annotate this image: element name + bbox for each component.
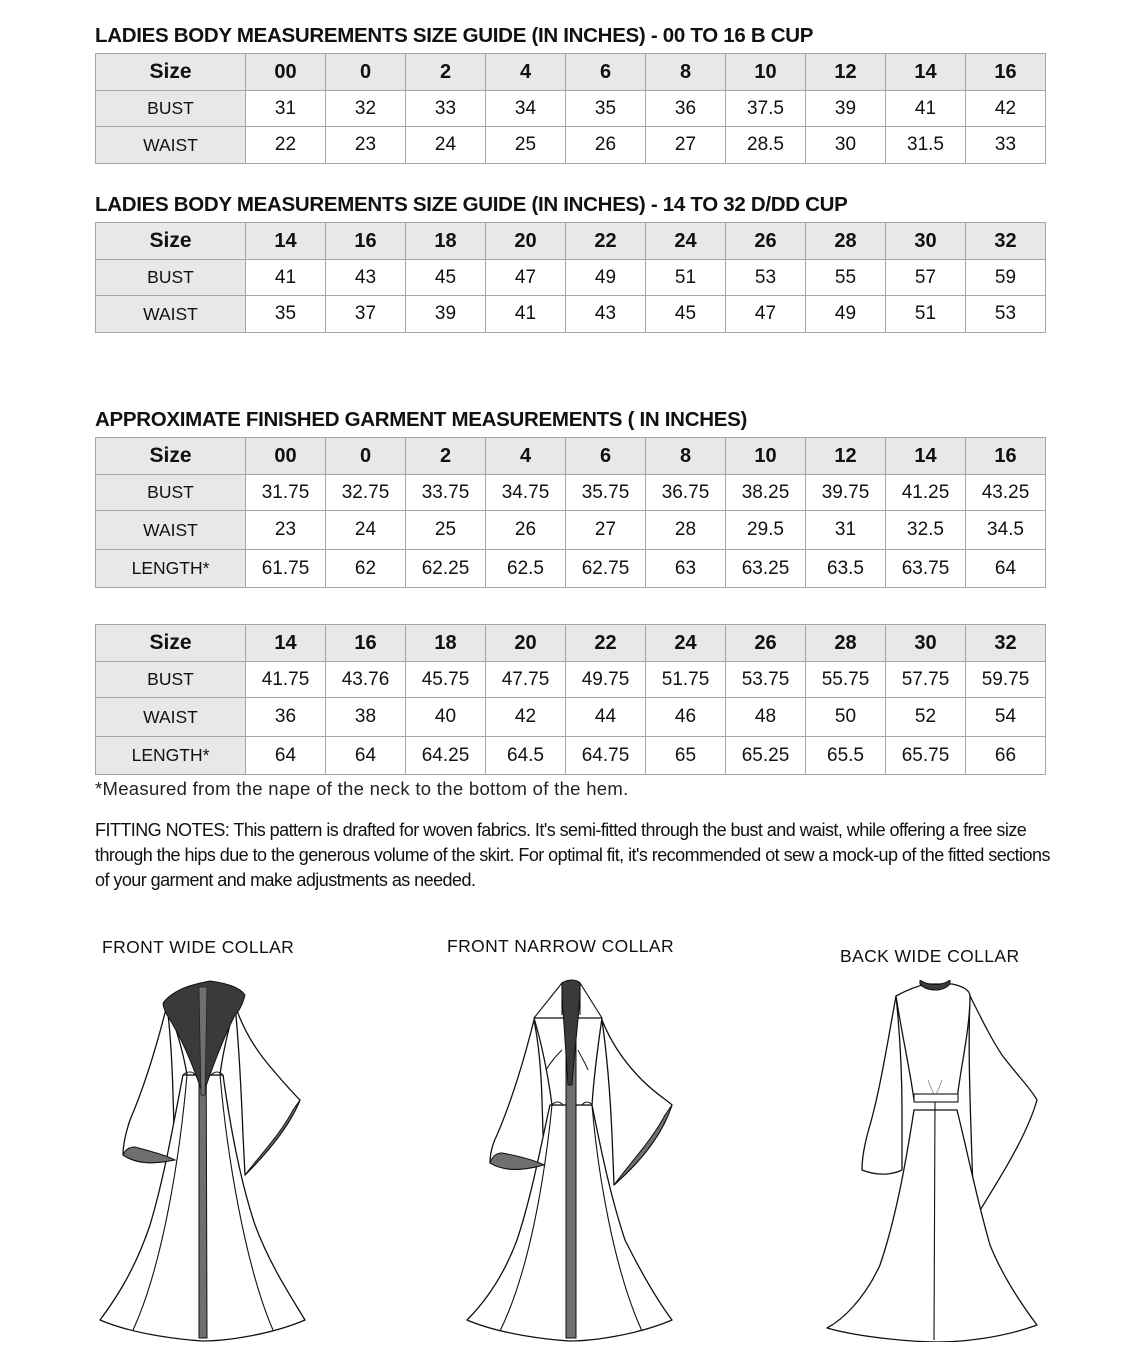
table-cell: 64.75 [566,737,646,775]
row-label: WAIST [96,127,246,164]
table-cell: 55 [806,260,886,296]
table-cell: 41 [886,91,966,127]
table-cell: 63.25 [726,550,806,588]
table-cell: 23 [326,127,406,164]
row-label: WAIST [96,698,246,737]
size-header: 20 [486,625,566,662]
table-cell: 65.5 [806,737,886,775]
size-header: 26 [726,223,806,260]
size-header: 14 [246,223,326,260]
row-label: BUST [96,91,246,127]
size-header: 0 [326,54,406,91]
table-cell: 32.75 [326,475,406,511]
size-header: 8 [646,438,726,475]
table-cell: 64.5 [486,737,566,775]
table-row-waist [96,127,1046,164]
table-cell: 32.5 [886,511,966,550]
table-row-length [96,550,1046,588]
table-cell: 43.76 [326,662,406,698]
table-row-length [96,737,1046,775]
size-header: 2 [406,54,486,91]
table-cell: 63.5 [806,550,886,588]
table-cell: 35 [246,296,326,333]
table-cell: 59 [966,260,1046,296]
table-cell: 25 [406,511,486,550]
table-cell: 27 [646,127,726,164]
size-header: 28 [806,223,886,260]
size-header: 14 [246,625,326,662]
table-cell: 53 [966,296,1046,333]
size-header: 4 [486,438,566,475]
table-cell: 64.25 [406,737,486,775]
table-cell: 37 [326,296,406,333]
table-cell: 54 [966,698,1046,737]
table-cell: 59.75 [966,662,1046,698]
size-header: 24 [646,223,726,260]
table-cell: 30 [806,127,886,164]
table-row-bust [96,91,1046,127]
table-cell: 48 [726,698,806,737]
size-header: 32 [966,223,1046,260]
table-cell: 31 [806,511,886,550]
table-row-waist [96,511,1046,550]
table-header-row [96,223,1046,260]
table-cell: 31.5 [886,127,966,164]
length-footnote: *Measured from the nape of the neck to the bottom of the hem. [95,778,629,799]
table-header-row [96,438,1046,475]
table-cell: 41.25 [886,475,966,511]
table-cell: 65.75 [886,737,966,775]
table-cell: 24 [406,127,486,164]
header-size-label: Size [96,625,246,662]
header-size-label: Size [96,223,246,260]
size-header: 16 [966,54,1046,91]
table-cell: 36.75 [646,475,726,511]
size-header: 18 [406,223,486,260]
table-row-waist [96,296,1046,333]
table-cell: 61.75 [246,550,326,588]
body-size-guide-d-cup-table [95,222,1046,333]
table-cell: 28.5 [726,127,806,164]
table-cell: 34.75 [486,475,566,511]
table-header-row [96,54,1046,91]
table-cell: 65 [646,737,726,775]
table-cell: 53 [726,260,806,296]
table-cell: 31 [246,91,326,127]
table-cell: 22 [246,127,326,164]
table-cell: 41.75 [246,662,326,698]
row-label: WAIST [96,296,246,333]
size-header: 26 [726,625,806,662]
garment-measurements-plus-table [95,624,1046,775]
garment-measurements-title: APPROXIMATE FINISHED GARMENT MEASUREMENTS ( IN INCHES) [95,408,747,431]
table-cell: 38.25 [726,475,806,511]
table-cell: 57 [886,260,966,296]
size-header: 20 [486,223,566,260]
table-cell: 28 [646,511,726,550]
table-cell: 38 [326,698,406,737]
table-row-waist [96,698,1046,737]
size-header: 00 [246,54,326,91]
table-row-bust [96,260,1046,296]
table-cell: 50 [806,698,886,737]
body-size-guide-d-cup-title: LADIES BODY MEASUREMENTS SIZE GUIDE (IN INCHES) - 14 TO 32 D/DD CUP [95,193,848,216]
size-header: 10 [726,438,806,475]
size-header: 22 [566,625,646,662]
table-row-bust [96,475,1046,511]
size-header: 16 [326,223,406,260]
header-size-label: Size [96,438,246,475]
table-cell: 64 [966,550,1046,588]
size-header: 2 [406,438,486,475]
table-cell: 62.75 [566,550,646,588]
table-cell: 37.5 [726,91,806,127]
table-cell: 23 [246,511,326,550]
table-cell: 52 [886,698,966,737]
size-header: 12 [806,438,886,475]
table-cell: 49 [566,260,646,296]
header-size-label: Size [96,54,246,91]
row-label: LENGTH* [96,737,246,775]
table-cell: 51 [646,260,726,296]
row-label: BUST [96,475,246,511]
row-label: BUST [96,662,246,698]
table-cell: 42 [966,91,1046,127]
table-cell: 62 [326,550,406,588]
table-cell: 33 [966,127,1046,164]
table-cell: 55.75 [806,662,886,698]
table-cell: 45 [646,296,726,333]
size-header: 12 [806,54,886,91]
table-cell: 43 [566,296,646,333]
size-header: 6 [566,54,646,91]
gown-front-narrow-collar-illustration [462,975,677,1350]
table-cell: 39 [806,91,886,127]
table-cell: 35.75 [566,475,646,511]
size-header: 24 [646,625,726,662]
size-header: 10 [726,54,806,91]
size-header: 14 [886,438,966,475]
table-cell: 34.5 [966,511,1046,550]
table-cell: 43 [326,260,406,296]
row-label: WAIST [96,511,246,550]
size-header: 16 [326,625,406,662]
table-cell: 51 [886,296,966,333]
size-header: 4 [486,54,566,91]
row-label: LENGTH* [96,550,246,588]
table-cell: 47 [486,260,566,296]
table-cell: 65.25 [726,737,806,775]
size-header: 30 [886,223,966,260]
table-cell: 49 [806,296,886,333]
table-cell: 42 [486,698,566,737]
size-header: 6 [566,438,646,475]
table-cell: 26 [486,511,566,550]
table-cell: 33 [406,91,486,127]
table-cell: 45.75 [406,662,486,698]
table-cell: 40 [406,698,486,737]
table-cell: 46 [646,698,726,737]
table-cell: 63 [646,550,726,588]
table-cell: 29.5 [726,511,806,550]
table-cell: 53.75 [726,662,806,698]
table-cell: 47 [726,296,806,333]
table-cell: 43.25 [966,475,1046,511]
size-header: 14 [886,54,966,91]
table-row-bust [96,662,1046,698]
table-cell: 66 [966,737,1046,775]
gown-back-wide-collar-illustration [822,980,1042,1342]
table-cell: 44 [566,698,646,737]
table-cell: 35 [566,91,646,127]
row-label: BUST [96,260,246,296]
garment-measurements-small-table [95,437,1046,588]
table-cell: 25 [486,127,566,164]
front-wide-collar-label: FRONT WIDE COLLAR [102,937,295,957]
table-cell: 41 [246,260,326,296]
table-cell: 51.75 [646,662,726,698]
table-cell: 24 [326,511,406,550]
table-cell: 39 [406,296,486,333]
table-cell: 49.75 [566,662,646,698]
table-cell: 57.75 [886,662,966,698]
size-header: 22 [566,223,646,260]
table-cell: 34 [486,91,566,127]
fitting-notes: FITTING NOTES: This pattern is drafted for woven fabrics. It's semi-fitted through the bust and waist, while offering a free size through the hips due to the generous volume of the skirt. For optimal fit, it's recommended ot sew a mock-up of the fitted sections of your garment and make adjustments as needed. [95,820,1050,890]
back-wide-collar-label: BACK WIDE COLLAR [840,946,1020,966]
size-header: 8 [646,54,726,91]
table-cell: 63.75 [886,550,966,588]
body-size-guide-b-cup-table [95,53,1046,164]
table-cell: 26 [566,127,646,164]
size-header: 16 [966,438,1046,475]
table-cell: 31.75 [246,475,326,511]
gown-front-wide-collar-illustration [95,975,310,1350]
table-cell: 32 [326,91,406,127]
table-cell: 41 [486,296,566,333]
size-header: 18 [406,625,486,662]
table-cell: 62.25 [406,550,486,588]
size-header: 30 [886,625,966,662]
table-cell: 27 [566,511,646,550]
body-size-guide-b-cup-title: LADIES BODY MEASUREMENTS SIZE GUIDE (IN INCHES) - 00 TO 16 B CUP [95,24,814,47]
size-header: 28 [806,625,886,662]
table-cell: 39.75 [806,475,886,511]
table-cell: 64 [246,737,326,775]
front-narrow-collar-label: FRONT NARROW COLLAR [447,936,675,956]
table-cell: 33.75 [406,475,486,511]
table-cell: 62.5 [486,550,566,588]
table-cell: 36 [646,91,726,127]
table-cell: 45 [406,260,486,296]
size-header: 00 [246,438,326,475]
table-cell: 36 [246,698,326,737]
table-header-row [96,625,1046,662]
size-header: 0 [326,438,406,475]
table-cell: 64 [326,737,406,775]
table-cell: 47.75 [486,662,566,698]
size-header: 32 [966,625,1046,662]
